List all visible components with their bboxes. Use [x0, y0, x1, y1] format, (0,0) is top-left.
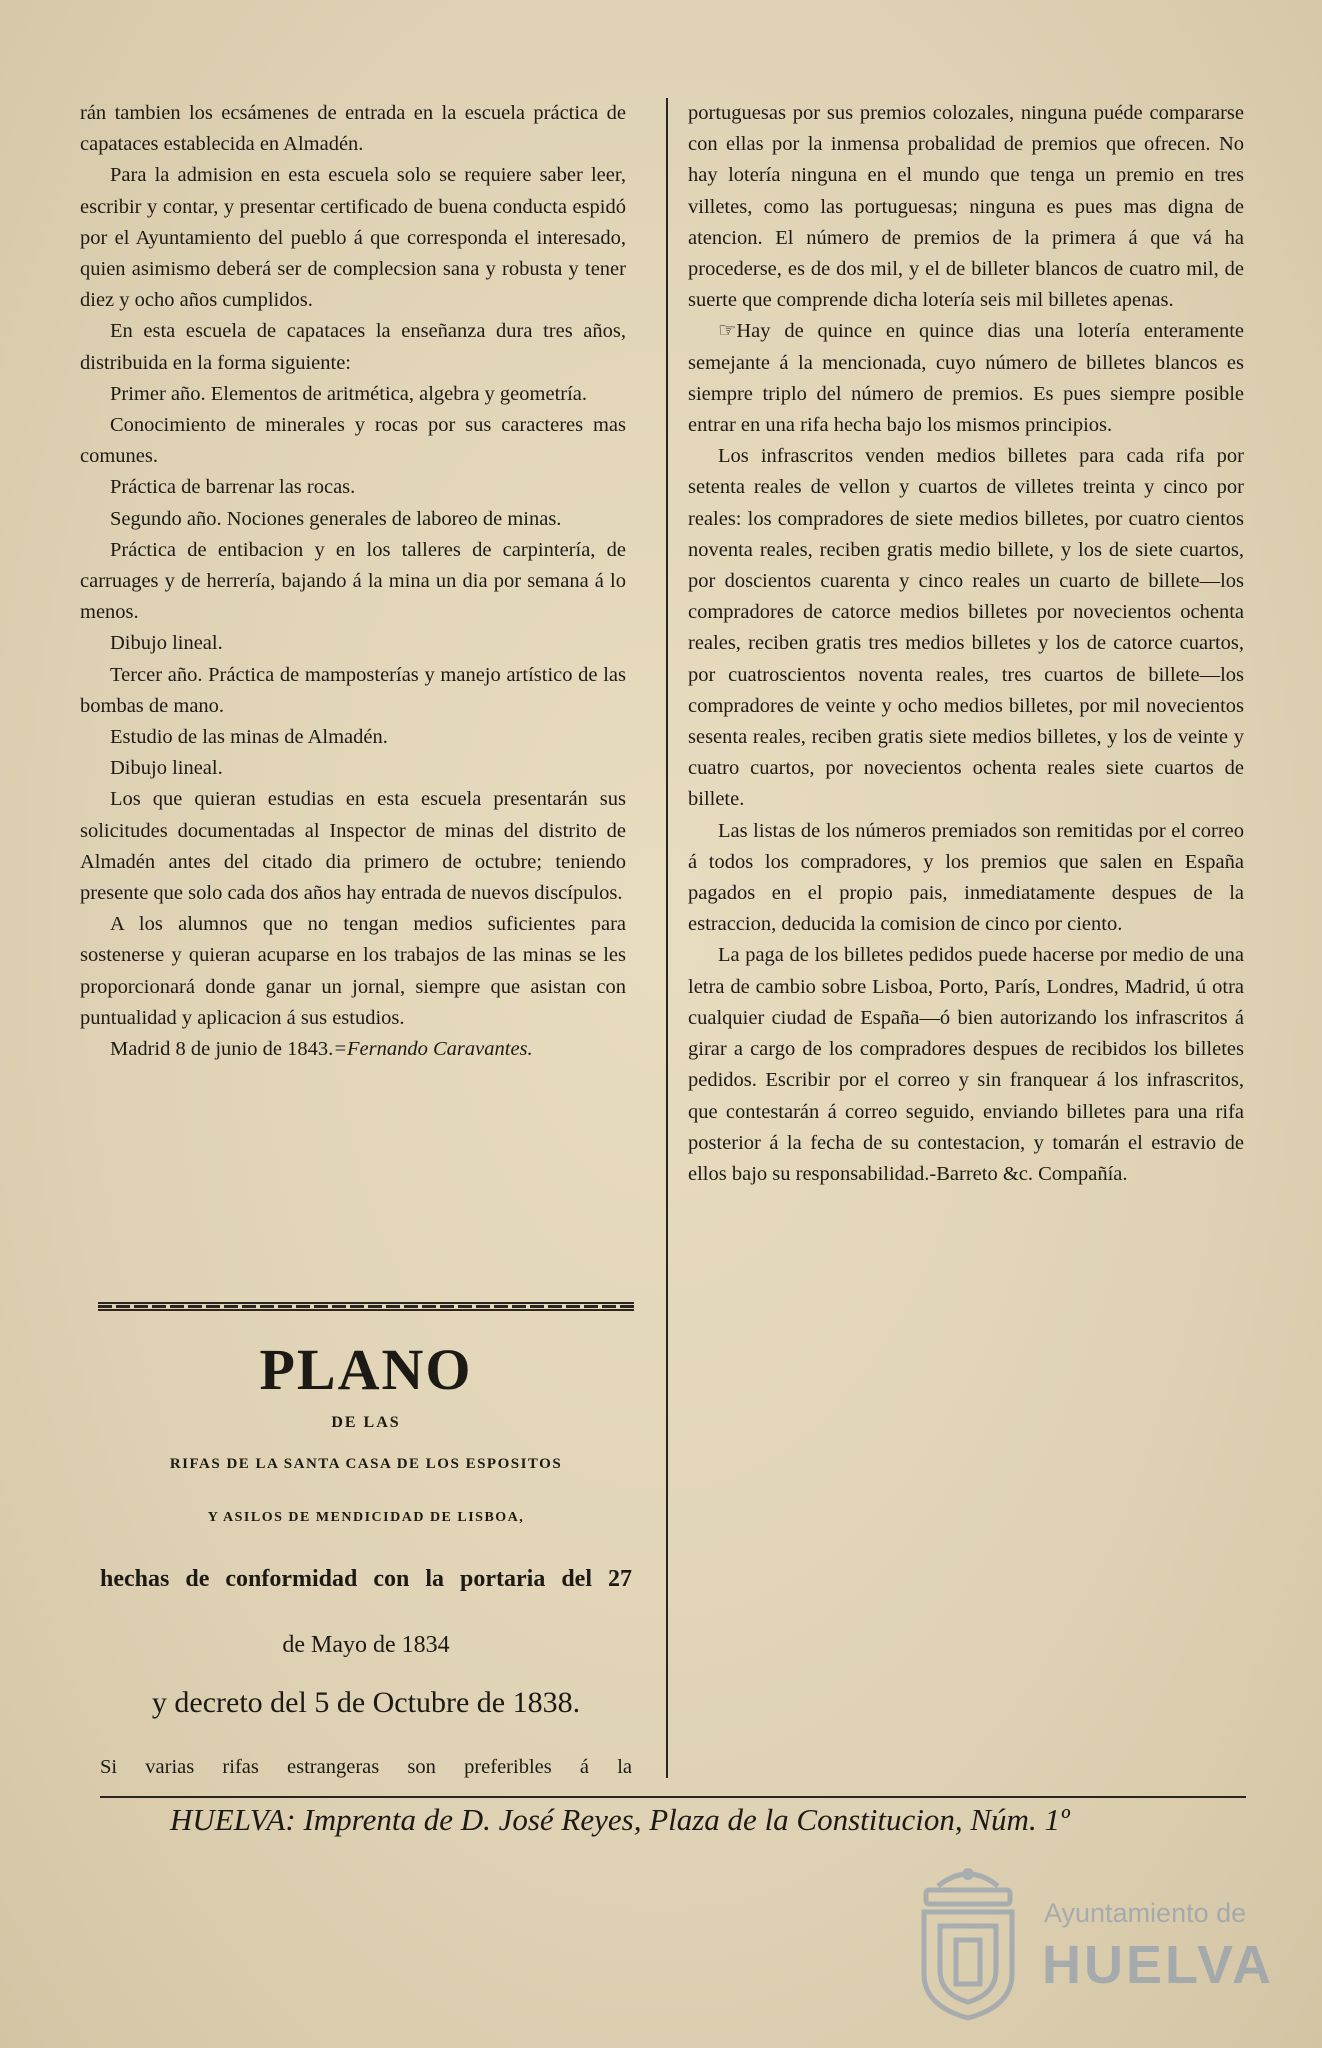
- paragraph: portuguesas por sus premios colozales, ninguna puéde compararse con ellas por la inmensa probalidad de premios que ofrecen. No hay lotería ninguna en el mundo que tenga un premio en tres villetes, como las portuguesas; ninguna es pues mas digna de atencion. El número de premios de la primera á que vá ha procederse, es de dos mil, y el de billeter blancos de cuatro mil, de suerte que comprende dicha lotería seis mil billetes apenas.: [688, 102, 1244, 312]
- paragraph: En esta escuela de capataces la enseñanza dura tres años, distribuida en la forma siguiente:: [80, 320, 626, 374]
- paragraph: Para la admision en esta escuela solo se requiere saber leer, escribir y contar, y presentar certificado de buena conducta espidó por el Ayuntamiento del pueblo á que corresponda el interesado, quien asimismo deberá ser de complecsion sana y robusta y tener diez y ocho años cumplidos.: [80, 164, 626, 312]
- signature: [80, 1034, 626, 1065]
- plano-title: PLANO: [259, 1337, 473, 1402]
- plano-decreto: y decreto del 5 de Octubre de 1838.: [151, 1686, 581, 1719]
- plano-mayo: de Mayo de 1834: [282, 1632, 450, 1658]
- paragraph: Tercer año. Práctica de mamposterías y manejo artístico de las bombas de mano.: [80, 663, 626, 717]
- plano-asilos: Y ASILOS DE MENDICIDAD DE LISBOA,: [207, 1510, 525, 1525]
- paragraph: ☞Hay de quince en quince dias una lotería enteramente semejante á la mencionada, cuyo número de billetes blancos es siempre triplo del número de premios. Es pues siempre posible entrar en una rifa hecha bajo los mismos principios.: [688, 320, 1244, 437]
- paragraph: Primer año. Elementos de aritmética, algebra y geometría.: [110, 382, 588, 405]
- left-column: [80, 98, 626, 1065]
- watermark-line2: HUELVA: [1042, 1935, 1274, 1995]
- signature-date: Madrid 8 de junio de 1843.: [110, 1038, 334, 1061]
- plano-rifas: RIFAS DE LA SANTA CASA DE LOS ESPOSITOS: [169, 1456, 563, 1472]
- paragraph: Segundo año. Nociones generales de laboreo de minas.: [110, 507, 562, 530]
- imprint-line: HUELVA: Imprenta de D. José Reyes, Plaza de la Constitucion, Núm. 1º: [170, 1802, 1070, 1837]
- plano-hechas: hechas de conformidad con la portaria del 27: [100, 1566, 632, 1592]
- huelva-coat-of-arms-icon: [908, 1856, 1028, 2022]
- paragraph: Dibujo lineal.: [110, 757, 223, 780]
- signature-name: =Fernando Caravantes.: [333, 1038, 533, 1061]
- paragraph: La paga de los billetes pedidos puede hacerse por medio de una letra de cambio sobre Lisboa, Porto, París, Londres, Madrid, ú otra cualquier ciudad de España—ó bien autorizando los infrascritos á girar a cargo de los compradores despues de recibidos los billetes pedidos. Escribir por el correo y sin franquear á los infrascritos, que contestarán á correo seguido, enviando billetes para una rifa posterior á la fecha de su contestacion, y tomarán el estravio de ellos bajo su responsabilidad.-Barreto &c. Compañía.: [688, 944, 1244, 1185]
- plano-de-las: DE LAS: [331, 1414, 401, 1431]
- paragraph: Los infrascritos venden medios billetes para cada rifa por setenta reales de vellon y cuartos de villetes treinta y cinco por reales: los compradores de siete medios billetes, por cuatro cientos noventa reales, reciben gratis medio billete, y los de siete cuartos, por doscientos cuarenta y cinco reales un cuarto de billete—los compradores de catorce medios billetes por novecientos ochenta reales, reciben gratis tres medios billetes y los de catorce cuartos, por cuatroscientos noventa reales, tres cuartos de billete—los compradores de veinte y ocho medios billetes, por mil novecientos sesenta reales, reciben gratis siete medios billetes, y los de veinte y cuatro cuartos, por novecientos ochenta reales siete cuartos de billete.: [688, 445, 1244, 811]
- paragraph: Los que quieran estudias en esta escuela presentarán sus solicitudes documentadas al Inspector de minas del distrito de Almadén antes del citado dia primero de octubre; teniendo presente que solo cada dos años hay entrada de nuevos discípulos.: [80, 788, 626, 905]
- right-column: [688, 98, 1244, 1190]
- footer-rule: [100, 1796, 1246, 1798]
- plano-si-varias: Si varias rifas estrangeras son preferibles á la: [100, 1756, 632, 1778]
- watermark: [908, 1856, 1288, 2026]
- paragraph: rán tambien los ecsámenes de entrada en la escuela práctica de capataces establecida en Almadén.: [80, 102, 626, 156]
- paragraph: Conocimiento de minerales y rocas por sus caracteres mas comunes.: [80, 414, 626, 468]
- paragraph: Las listas de los números premiados son remitidas por el correo á todos los compradores, y los premios que salen en España pagados en el propio pais, inmediatamente despues de la estraccion, deducida la comision de cinco por ciento.: [688, 819, 1244, 936]
- paragraph: Práctica de barrenar las rocas.: [110, 476, 356, 499]
- paragraph: Estudio de las minas de Almadén.: [110, 726, 388, 749]
- paragraph: Dibujo lineal.: [110, 632, 223, 655]
- watermark-line1: Ayuntamiento de: [1044, 1898, 1247, 1928]
- ornamental-rule: [98, 1302, 634, 1312]
- paragraph: Práctica de entibacion y en los talleres de carpintería, de carruages y de herrería, bajando á la mina un dia por semana á lo menos.: [80, 538, 626, 624]
- column-divider: [666, 98, 668, 1778]
- paragraph: A los alumnos que no tengan medios suficientes para sostenerse y quieran acuparse en los trabajos de las minas se les proporcionará donde ganar un jornal, siempre que asistan con puntualidad y aplicacion á sus estudios.: [80, 913, 626, 1029]
